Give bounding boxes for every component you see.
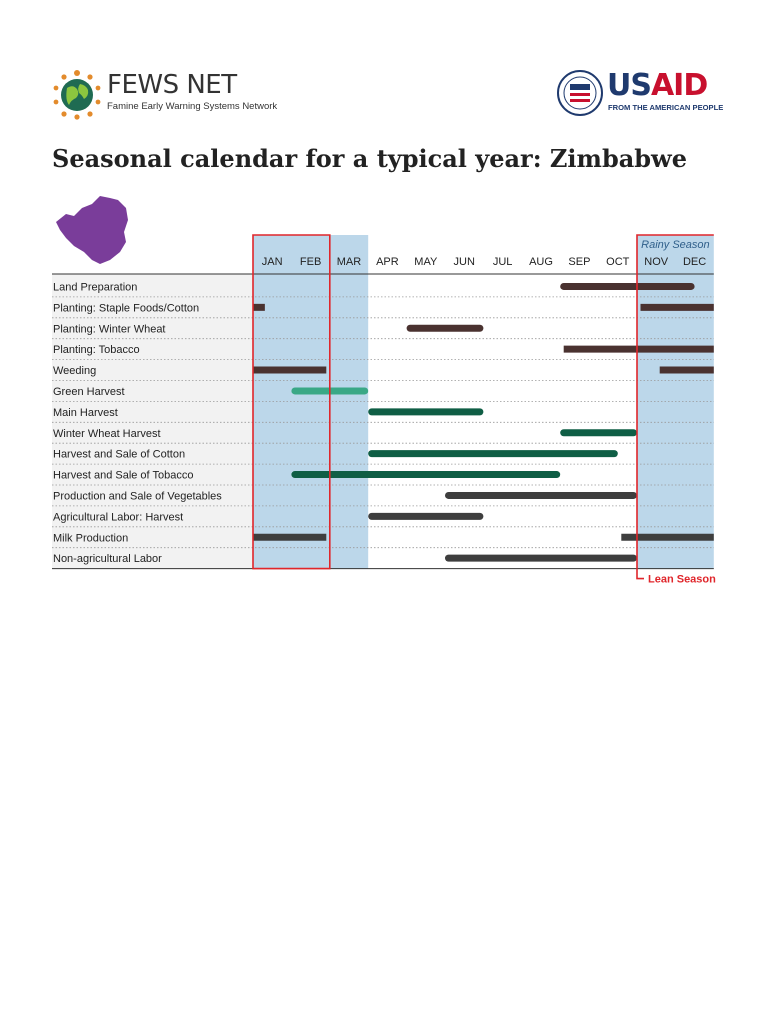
rainy-season-label: Rainy Season	[641, 239, 710, 251]
month-label: JUN	[453, 256, 475, 268]
month-label: JAN	[261, 256, 283, 268]
month-label: MAR	[336, 256, 362, 268]
usaid-wordmark	[607, 70, 707, 102]
activity-label: Planting: Winter Wheat	[53, 323, 166, 336]
activity-label: Winter Wheat Harvest	[53, 427, 161, 440]
month-label: NOV	[644, 256, 669, 268]
seasonal-calendar-chart	[0, 225, 768, 605]
activity-label: Planting: Staple Foods/Cotton	[53, 302, 200, 315]
month-label: OCT	[606, 256, 630, 268]
activity-label: Green Harvest	[53, 385, 125, 398]
activity-label: Land Preparation	[53, 281, 138, 294]
usaid-wordmark-us: US	[607, 68, 651, 103]
page-header	[0, 0, 768, 130]
activity-label: Milk Production	[53, 532, 129, 545]
month-label: SEP	[568, 256, 591, 268]
usaid-seal-icon	[557, 70, 603, 116]
activity-label: Non-agricultural Labor	[53, 553, 162, 566]
activity-label: Main Harvest	[53, 406, 118, 419]
activity-label: Harvest and Sale of Cotton	[53, 448, 186, 461]
fews-net-globe-icon	[52, 68, 102, 120]
activity-label: Weeding	[53, 365, 97, 378]
activity-label: Agricultural Labor: Harvest	[53, 511, 184, 524]
fews-net-wordmark: FEWS NET	[107, 70, 237, 100]
month-label: DEC	[682, 256, 707, 268]
lean-season-label: Lean Season	[648, 573, 716, 586]
month-label: AUG	[529, 256, 553, 268]
usaid-tagline: FROM THE AMERICAN PEOPLE	[608, 103, 724, 112]
fews-net-subtitle: Famine Early Warning Systems Network	[107, 101, 278, 112]
usaid-wordmark-aid: AID	[650, 68, 708, 103]
month-label: MAY	[414, 256, 438, 268]
month-label: JUL	[492, 256, 513, 268]
month-label: APR	[376, 256, 399, 268]
lean-season-legend-marker	[637, 569, 644, 579]
activity-label: Harvest and Sale of Tobacco	[53, 469, 194, 482]
activity-label: Planting: Tobacco	[53, 344, 140, 357]
month-label: FEB	[299, 256, 322, 268]
page-title: Seasonal calendar for a typical year: Zimbabwe	[52, 144, 687, 173]
activity-label: Production and Sale of Vegetables	[53, 490, 222, 503]
label-column-background	[52, 274, 253, 569]
